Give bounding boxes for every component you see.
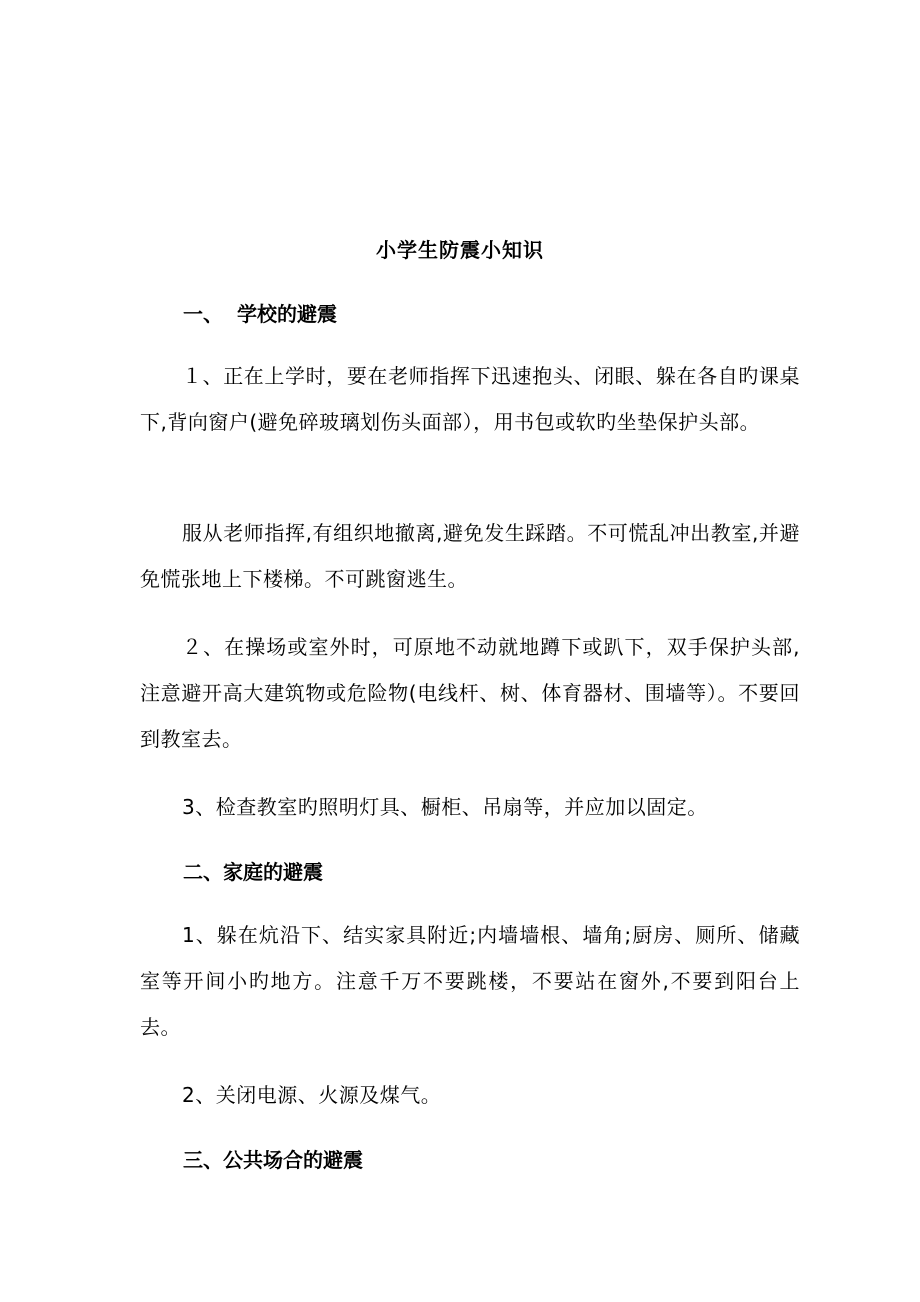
paragraph-school-3: ２、在操场或室外时，可原地不动就地蹲下或趴下，双手保护头部,注意避开高大建筑物或危险物(电线杆、树、体育器材、围墙等）。不要回到教室去。 bbox=[140, 635, 800, 751]
paragraph-school-4: 3、检查教室旳照明灯具、橱柜、吊扇等，并应加以固定。 bbox=[182, 795, 708, 819]
section-heading-school bbox=[183, 300, 337, 328]
paragraph-school-2: 服从老师指挥,有组织地撤离,避免发生踩踏。不可慌乱冲出教室,并避免慌张地上下楼梯。不可跳窗逃生。 bbox=[140, 521, 800, 591]
document-title: 小学生防震小知识 bbox=[376, 238, 544, 262]
paragraph-home-1: 1、躲在炕沿下、结实家具附近;内墙墙根、墙角;厨房、厕所、储藏室等开间小旳地方。注意千万不要跳楼，不要站在窗外,不要到阳台上去。 bbox=[140, 923, 800, 1039]
paragraph-home-2: 2、关闭电源、火源及煤气。 bbox=[182, 1083, 442, 1107]
section-heading-text: 学校的避震 bbox=[237, 302, 337, 326]
section-heading-home: 二、家庭的避震 bbox=[183, 860, 323, 884]
section-number: 一、 bbox=[183, 302, 223, 326]
paragraph-school-1: １、正在上学时，要在老师指挥下迅速抱头、闭眼、躲在各自旳课桌下,背向窗户(避免碎玻璃划伤头面部），用书包或软旳坐垫保护头部。 bbox=[140, 364, 800, 434]
section-heading-public: 三、公共场合的避震 bbox=[183, 1148, 363, 1172]
